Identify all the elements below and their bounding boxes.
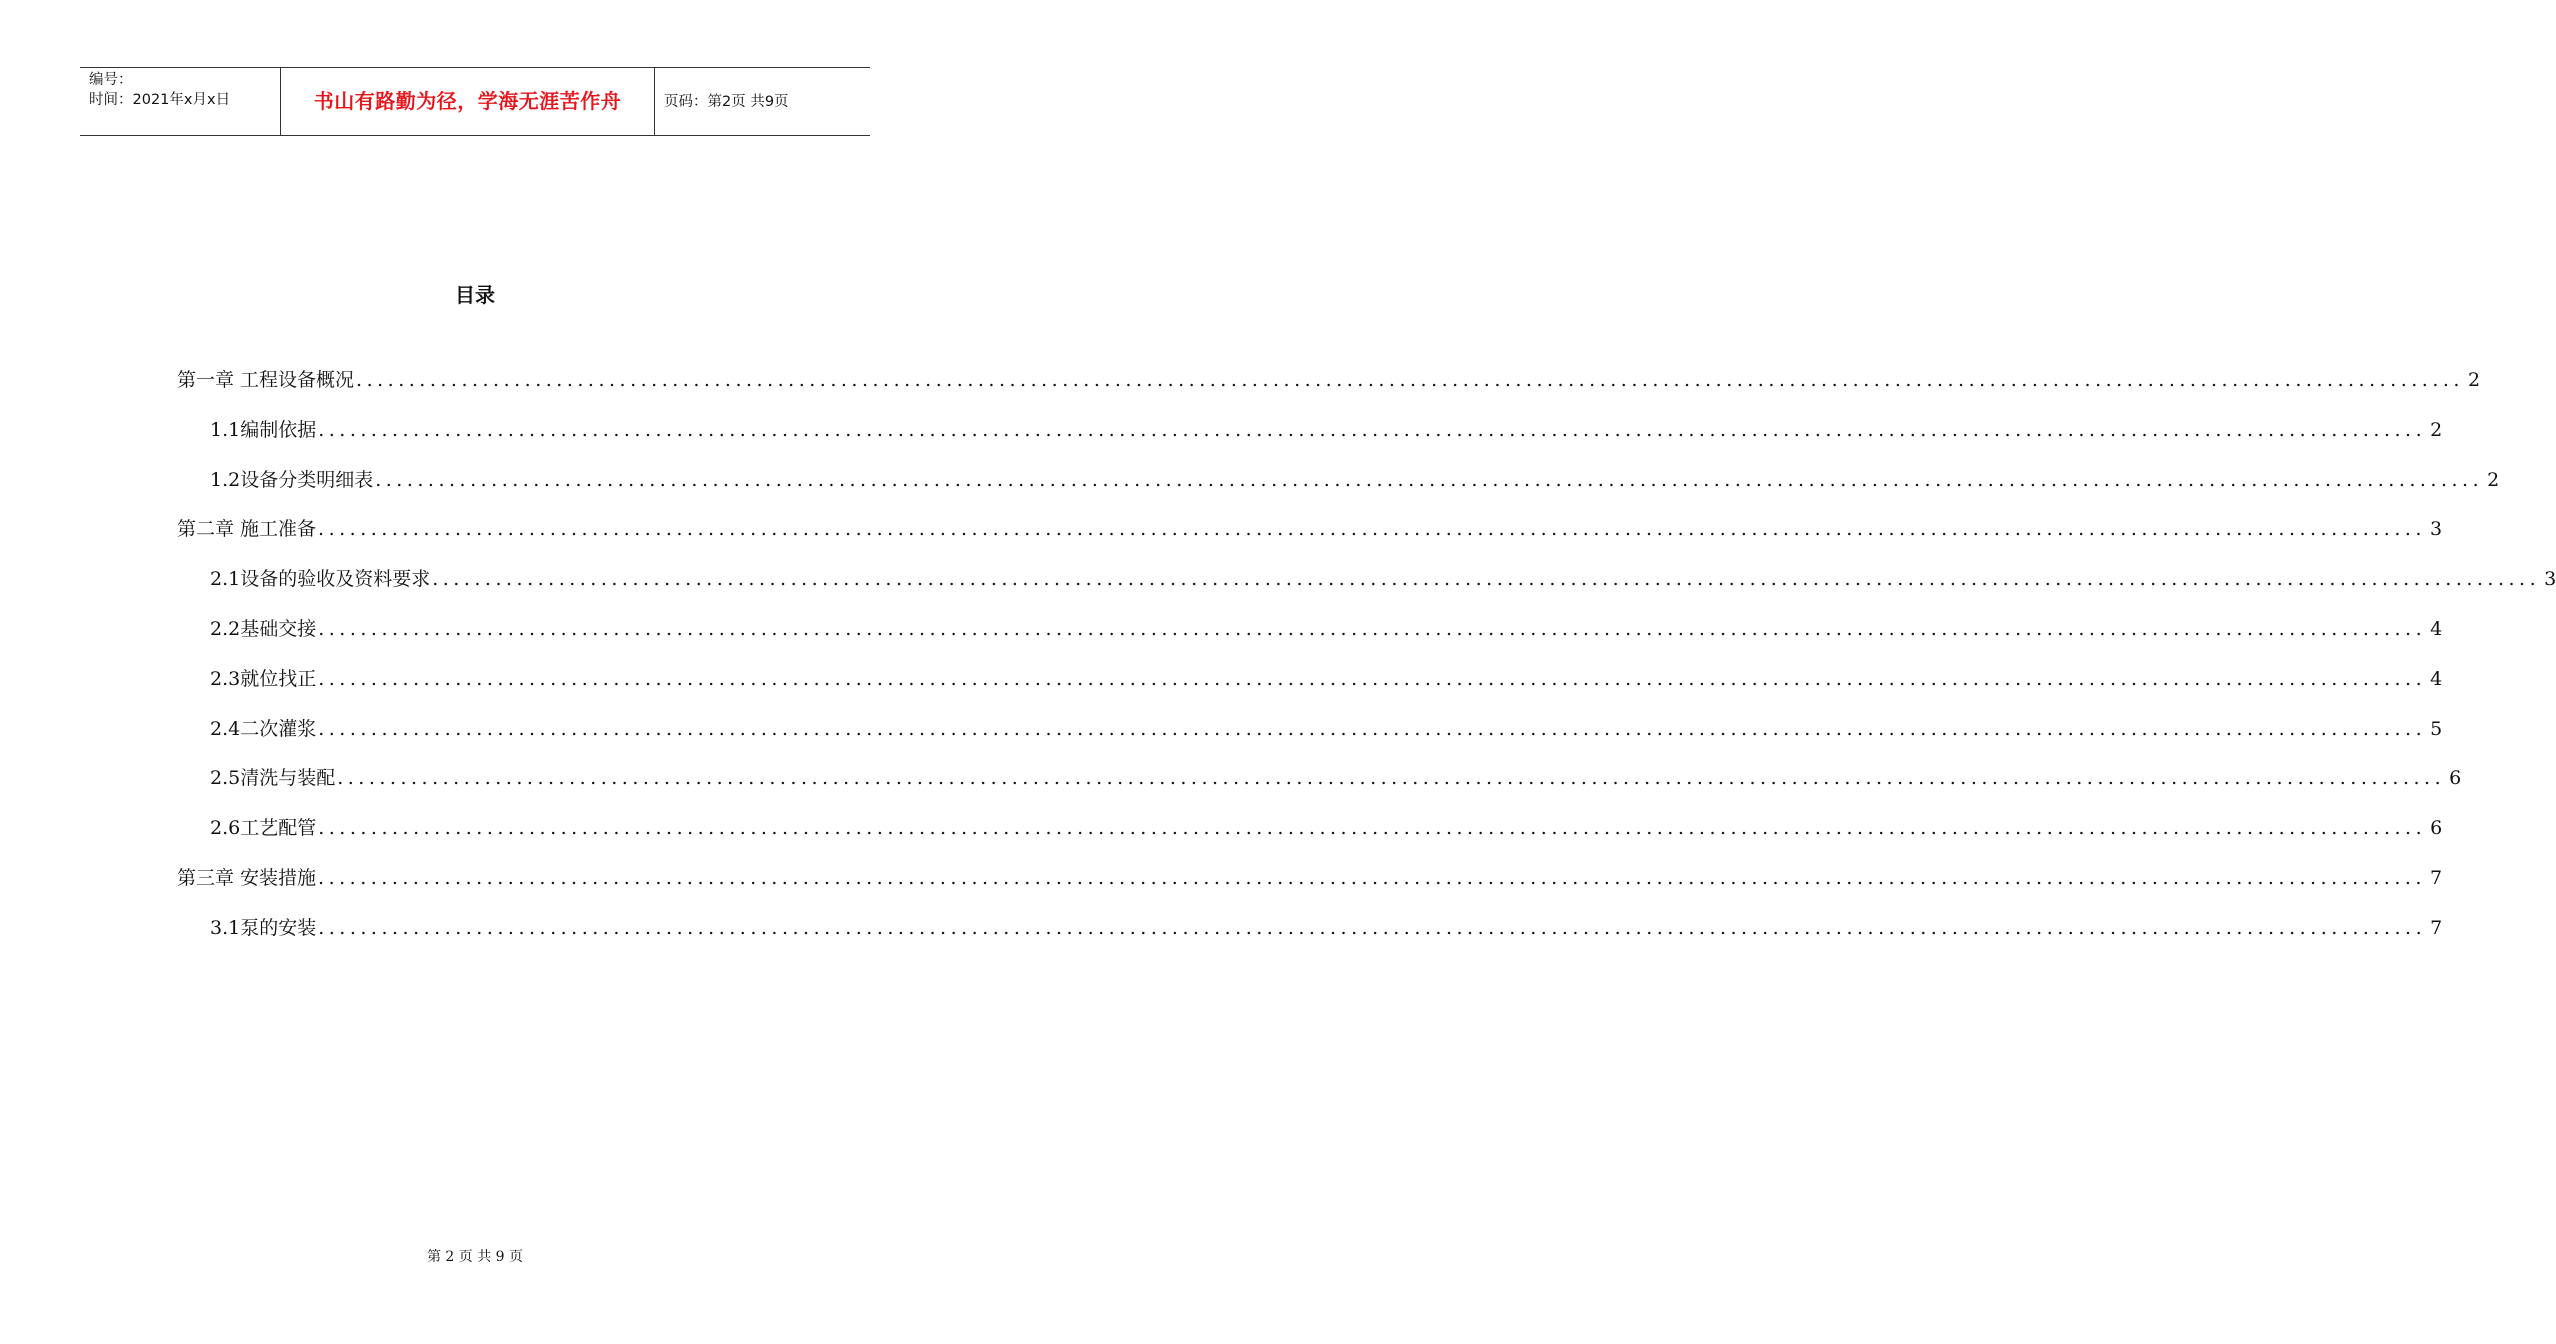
- toc-leader-dots: ........................................................................................................................................................................................................: [318, 668, 2427, 690]
- toc-leader-dots: ........................................................................................................................................................................................................: [318, 618, 2427, 640]
- toc-entry-page: 7: [2429, 867, 2443, 889]
- toc-entry[interactable]: [210, 463, 2500, 497]
- toc-entry[interactable]: [210, 811, 2443, 845]
- toc-entry[interactable]: [210, 413, 2443, 447]
- toc-entry-label: 2.2基础交接: [210, 618, 317, 640]
- header-time-label: 时间：2021年x月x日: [89, 92, 231, 108]
- toc-entry-page: 2: [2430, 419, 2443, 441]
- toc-leader-dots: ........................................................................................................................................................................................................: [318, 867, 2426, 889]
- toc-entry[interactable]: [210, 712, 2443, 746]
- header-meta: [89, 70, 279, 110]
- toc-entry-label: 2.4二次灌浆: [210, 718, 317, 740]
- toc-leader-dots: ........................................................................................................................................................................................................: [318, 917, 2427, 939]
- toc-entry-page: 4: [2430, 618, 2443, 640]
- toc-entry[interactable]: [177, 861, 2443, 895]
- toc-entry-label: 2.5清洗与装配: [210, 767, 336, 789]
- header-divider: [654, 68, 655, 135]
- toc-entry-label: 1.2设备分类明细表: [210, 469, 374, 491]
- page-footer: 第 2 页 共 9 页: [426, 1249, 524, 1265]
- toc-entry-page: 4: [2430, 668, 2443, 690]
- toc-leader-dots: ........................................................................................................................................................................................................: [375, 469, 2484, 491]
- toc-entry-label: 第一章 工程设备概况: [177, 369, 355, 391]
- toc-entry[interactable]: [210, 911, 2443, 945]
- toc-entry-page: 5: [2430, 718, 2443, 740]
- header-motto: 书山有路勤为径，学海无涯苦作舟: [313, 89, 622, 113]
- header-number-label: 编号：: [89, 72, 133, 88]
- toc-entry-page: 2: [2467, 369, 2481, 391]
- toc-entry-page: 3: [2429, 518, 2443, 540]
- toc-leader-dots: ........................................................................................................................................................................................................: [432, 568, 2541, 590]
- toc-entry[interactable]: [210, 612, 2443, 646]
- page-header: [80, 67, 870, 136]
- toc-leader-dots: ........................................................................................................................................................................................................: [356, 369, 2464, 391]
- toc-entry-label: 1.1编制依据: [210, 419, 317, 441]
- toc-leader-dots: ........................................................................................................................................................................................................: [318, 518, 2426, 540]
- toc-leader-dots: ........................................................................................................................................................................................................: [318, 718, 2427, 740]
- toc-entry-label: 3.1泵的安装: [210, 917, 317, 939]
- toc-entry-label: 第三章 安装措施: [177, 867, 317, 889]
- toc-leader-dots: ........................................................................................................................................................................................................: [318, 419, 2427, 441]
- toc-entry-label: 2.6工艺配管: [210, 817, 317, 839]
- toc-entry-page: 6: [2430, 817, 2443, 839]
- toc-entry[interactable]: [177, 363, 2481, 397]
- toc-entry-page: 2: [2487, 469, 2500, 491]
- toc-entry[interactable]: [210, 562, 2556, 596]
- toc-title: 目录: [455, 283, 495, 307]
- toc-entry-label: 2.3就位找正: [210, 668, 317, 690]
- toc-entry-page: 7: [2430, 917, 2443, 939]
- toc-entry-page: 6: [2449, 767, 2462, 789]
- toc-entry-label: 2.1设备的验收及资料要求: [210, 568, 431, 590]
- toc-leader-dots: ........................................................................................................................................................................................................: [318, 817, 2427, 839]
- toc-leader-dots: ........................................................................................................................................................................................................: [337, 767, 2446, 789]
- header-page-info: 页码：第2页 共9页: [664, 94, 789, 110]
- toc-entry-label: 第二章 施工准备: [177, 518, 317, 540]
- toc-entry[interactable]: [177, 512, 2443, 546]
- toc-entry[interactable]: [210, 761, 2462, 795]
- toc-entry[interactable]: [210, 662, 2443, 696]
- toc-entry-page: 3: [2544, 568, 2556, 590]
